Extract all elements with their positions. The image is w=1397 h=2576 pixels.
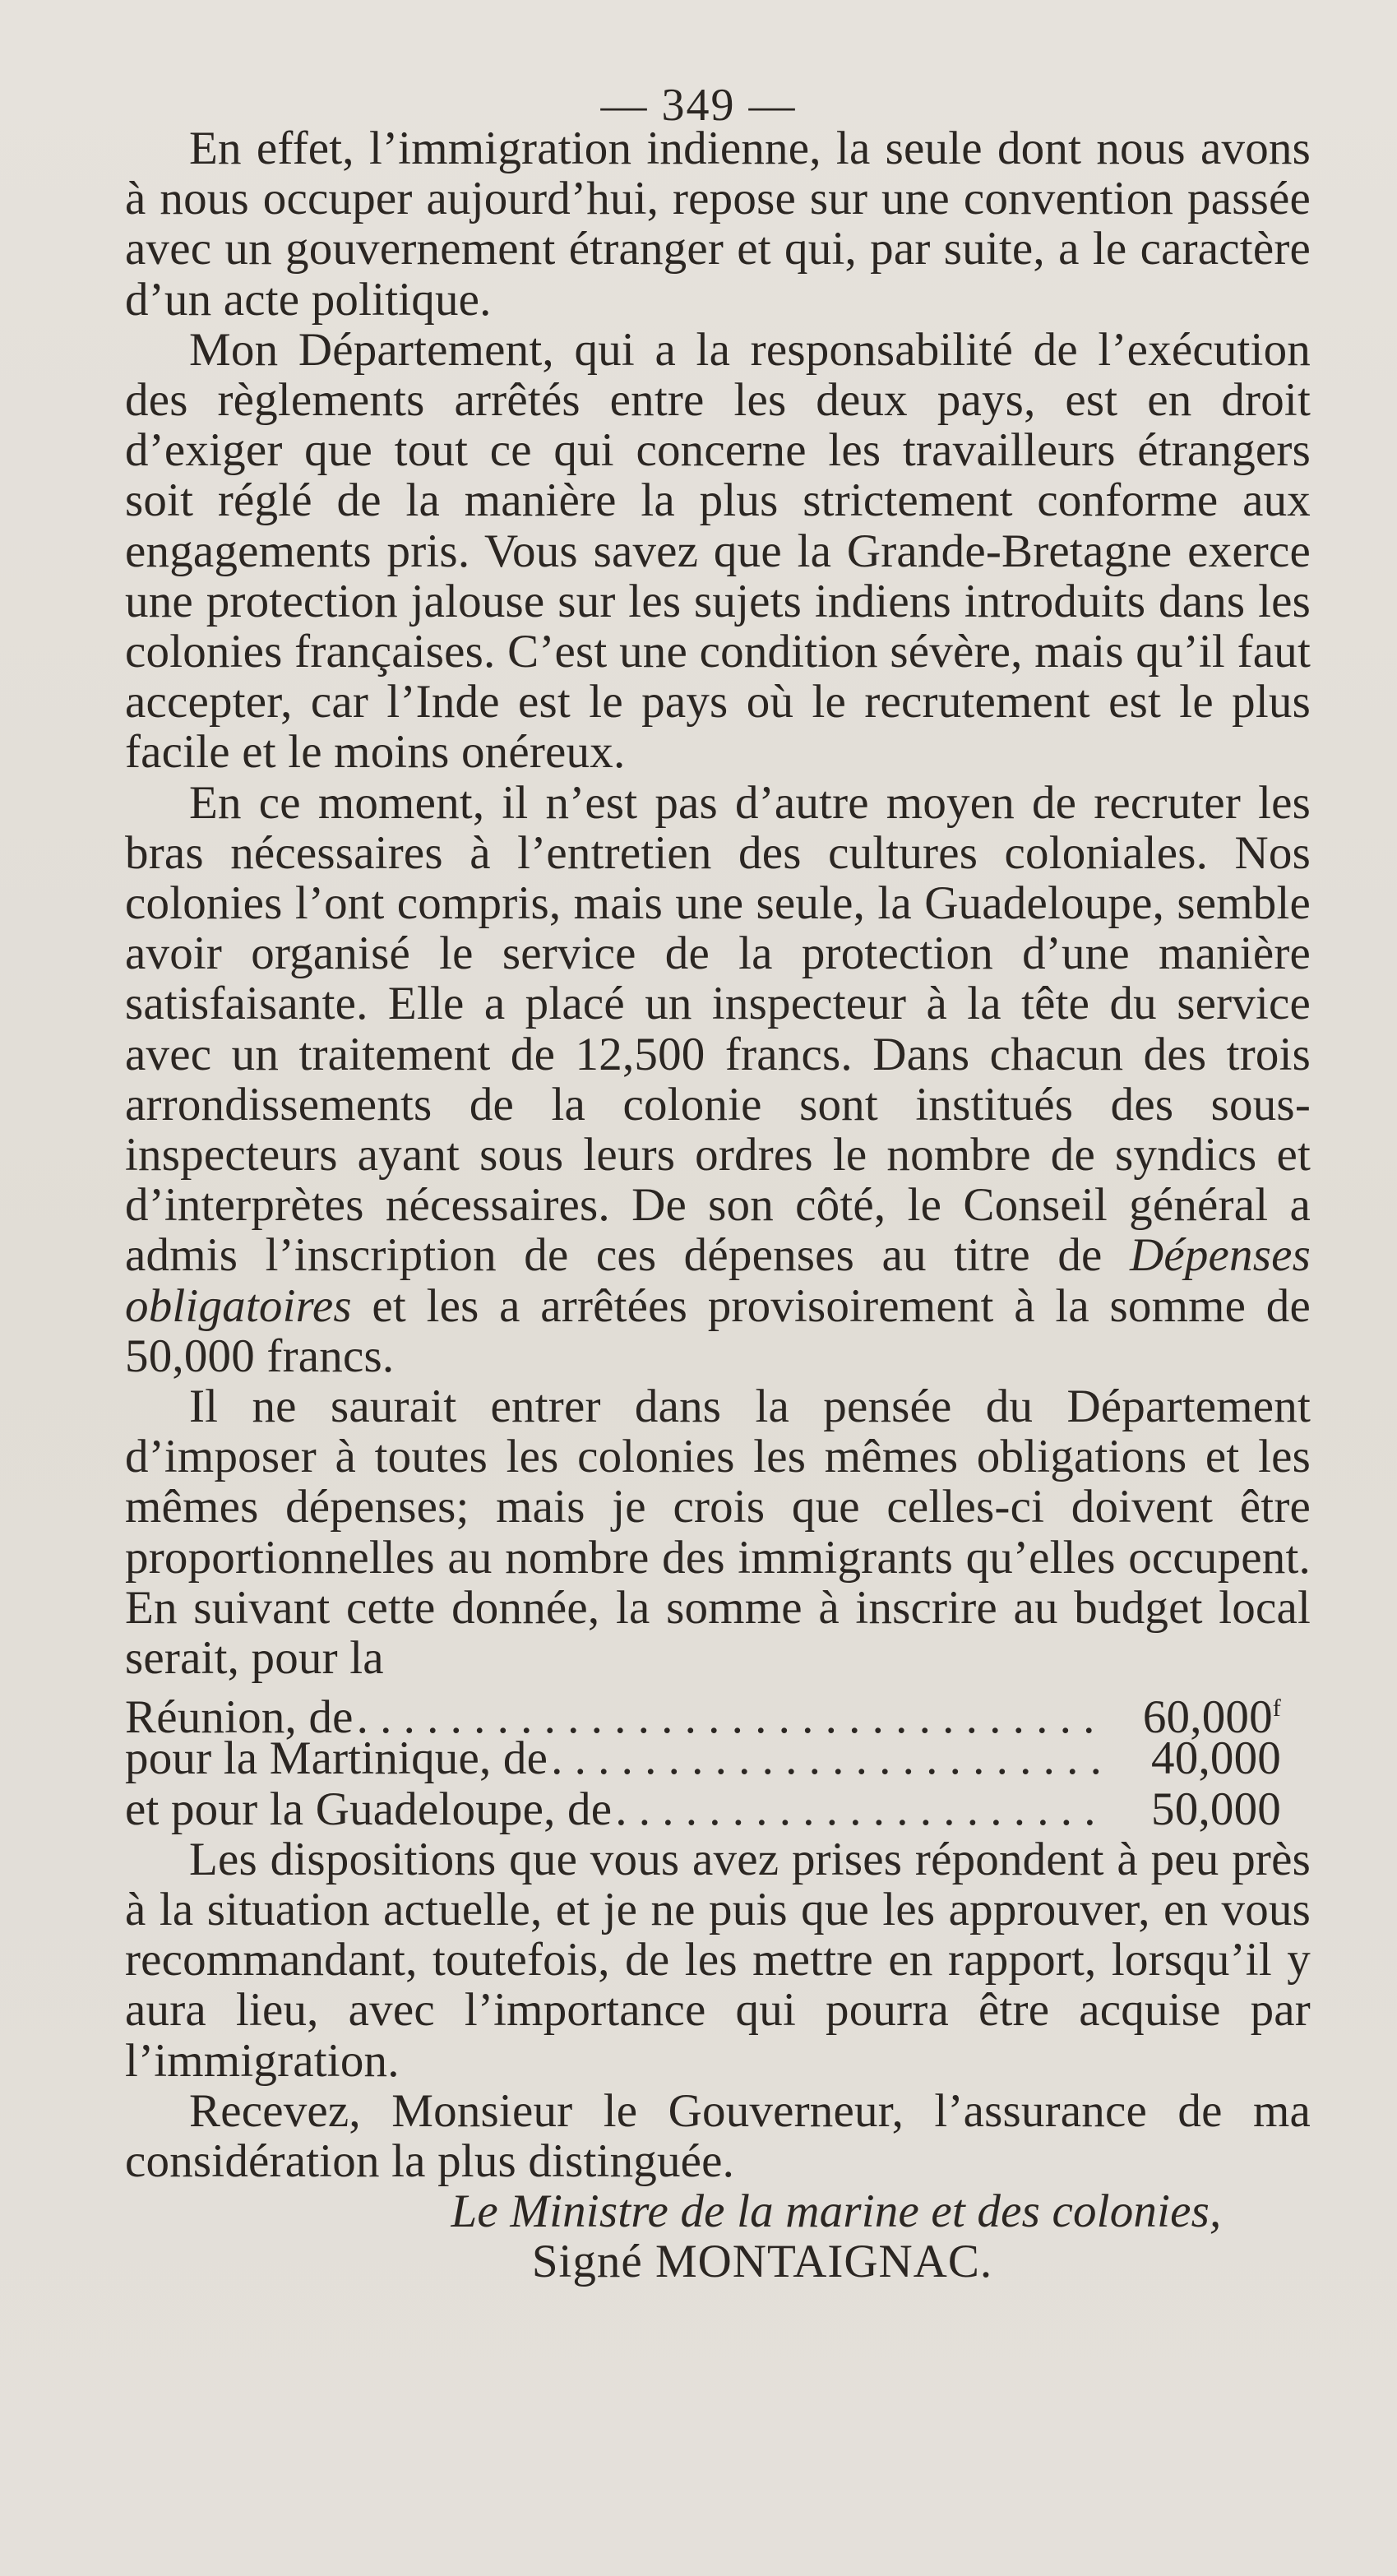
- signature-name: Signé MONTAIGNAC.: [531, 2236, 993, 2288]
- budget-amount: 50,000: [1151, 1783, 1281, 1835]
- page-number: — 349 —: [600, 80, 797, 131]
- paragraph-3-before: En ce moment, il n’est pas d’autre moyen de recruter les bras nécessaires à l’entretien des cultures coloniales. Nos colonies l’ont compris, mais une seule, la Guadeloupe, semble avoir organisé le service de la protection d’une manière satisfaisante. Elle a placé un inspecteur à la tête du service avec un traitement de 12,500 francs. Dans chacun des trois arrondissements de la colonie sont institués des sous-inspecteurs ayant sous leurs ordres le nombre de syndics et d’interprètes nécessaires. De son côté, le Conseil général a admis l’inscription de ces dépenses au titre de: [125, 776, 1311, 1282]
- budget-label: pour la Martinique, de: [125, 1732, 548, 1785]
- letter-body: [125, 123, 1311, 2287]
- closing: [125, 1834, 1311, 2287]
- budget-list: [125, 1683, 1311, 1834]
- leader-dots: [551, 1733, 1102, 1783]
- leader-dots: [615, 1784, 1102, 1834]
- budget-line-guadeloupe: [125, 1784, 1311, 1834]
- paragraph-2: Mon Département, qui a la responsabilité de l’exécution des règlements arrêtés entre les deux pays, est en droit d’exiger que tout ce qui concerne les travailleurs étrangers soit réglé de la manière la plus strictement conforme aux engagements pris. Vous savez que la Grande-Bretagne exerce une protection jalouse sur les sujets indiens introduits dans les colonies françaises. C’est une condition sévère, mais qu’il faut accepter, car l’Inde est le pays où le recrutement est le plus facile et le moins onéreux.: [125, 323, 1311, 779]
- paragraph-1: En effet, l’immigration indienne, la seule dont nous avons à nous occuper aujourd’hui, repose sur une convention passée avec un gouvernement étranger et qui, par suite, a le caractère d’un acte politique.: [125, 123, 1311, 326]
- budget-line-reunion: [125, 1683, 1311, 1744]
- paragraph-3-emphasis: Dépenses obligatoires: [125, 1229, 1311, 1332]
- budget-line-martinique: [125, 1733, 1311, 1783]
- paragraph-4: Il ne saurait entrer dans la pensée du Département d’imposer à toutes les colonies les mêmes obligations et les mêmes dépenses; mais je crois que celles-ci doivent être proportionnelles au nombre des immigrants qu’elles occupent. En suivant cette donnée, la somme à inscrire au budget local serait, pour la: [125, 1380, 1311, 1685]
- signature-role: Le Ministre de la marine et des colonies,: [451, 2185, 1222, 2238]
- budget-label: Réunion, de: [125, 1691, 354, 1744]
- closing-paragraph-1: Les dispositions que vous avez prises répondent à peu près à la situation actuelle, et je ne puis que les approuver, en vous recommandant, toutefois, de les mettre en rapport, lorsqu’il y aura lieu, avec l’importance qui pourra être acquise par l’immigration.: [125, 1833, 1311, 2087]
- paragraph-3-after: et les a arrêtées provisoirement à la somme de 50,000 francs.: [125, 1279, 1311, 1382]
- paragraph-3: [125, 778, 1311, 1381]
- budget-amount: 40,000: [1151, 1732, 1281, 1785]
- budget-amount: 60,000$^f$: [1142, 1691, 1281, 1744]
- budget-label: et pour la Guadeloupe, de: [125, 1783, 613, 1835]
- closing-paragraph-2: Recevez, Monsieur le Gouverneur, l’assurance de ma considération la plus distinguée.: [125, 2084, 1311, 2188]
- franc-unit: f: [1272, 1695, 1281, 1723]
